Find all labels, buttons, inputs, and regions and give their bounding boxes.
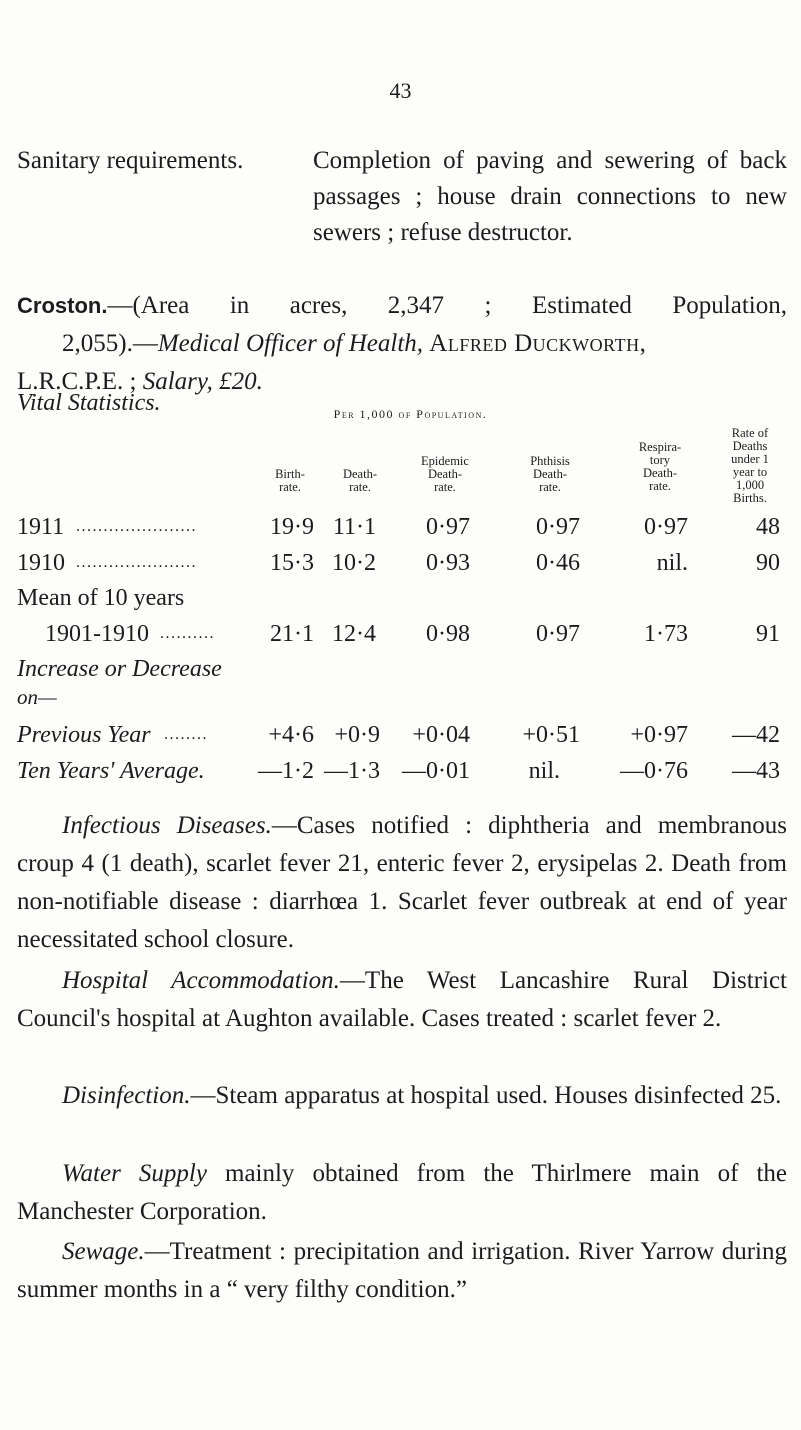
cell-respiratory: nil. xyxy=(656,550,688,576)
hospital-text: —The West Lancashire Rural District Council's hospital at Aughton available. Cases treated : scarlet fever 2. xyxy=(17,967,788,1032)
cell-epidemic: +0·04 xyxy=(412,722,470,748)
intro-line-2 xyxy=(17,325,787,363)
cell-birth-rate: +4·6 xyxy=(268,722,314,748)
cell-epidemic: 0·93 xyxy=(426,550,470,576)
sanitary-text: Completion of paving and sewering of back passages ; house drain connections to new sewers ; refuse destructor. xyxy=(313,147,787,246)
sewage-label: Sewage. xyxy=(62,1238,145,1265)
vital-statistics-title: Vital Statistics. xyxy=(17,390,161,416)
salary-value: £20. xyxy=(219,368,263,395)
row-label: 1910 xyxy=(17,550,65,576)
cell-phthisis: 0·97 xyxy=(536,514,580,540)
infectious-text: —Cases notified : diphtheria and membranous croup 4 (1 death), scarlet fever 21, enteric fever 2, erysipelas 2. Death from non-notifiable disease : diarrhœa 1. Scarlet fever outbreak at end of year necessitated school closure. xyxy=(17,812,787,953)
row-leader-dots: ...................... xyxy=(76,518,197,535)
column-header-respiratory-death-rate: Respira- tory Death- rate. xyxy=(638,440,682,493)
district-name: Croston. xyxy=(17,293,108,318)
cell-death-rate: 10·2 xyxy=(332,550,376,576)
cell-respiratory: +0·97 xyxy=(630,722,688,748)
sanitary-label: Sanitary requirements. xyxy=(17,147,244,174)
cell-phthisis: 0·46 xyxy=(536,550,580,576)
water-label: Water Supply xyxy=(62,1160,207,1187)
officer-name: Alfred Duckworth, xyxy=(429,330,647,357)
column-header-birth-rate: Birth- rate. xyxy=(275,467,305,494)
column-header-death-rate: Death- rate. xyxy=(342,467,377,494)
infectious-diseases-paragraph xyxy=(17,807,787,959)
cell-death-rate: +0·9 xyxy=(334,722,380,748)
cell-respiratory: —0·76 xyxy=(620,758,688,784)
salary-label: Salary, xyxy=(142,368,213,395)
cell-birth-rate: 15·3 xyxy=(270,550,314,576)
row-label: Mean of 10 years xyxy=(17,585,185,611)
row-leader-dots: .......... xyxy=(160,625,215,642)
row-label: Previous Year xyxy=(17,722,151,748)
column-header-phthisis-death-rate: Phthisis Death- rate. xyxy=(530,454,570,494)
water-supply-paragraph xyxy=(17,1155,787,1231)
row-label: Ten Years' Average. xyxy=(17,758,205,784)
cell-birth-rate: 21·1 xyxy=(270,621,314,647)
disinfection-paragraph xyxy=(17,1077,787,1115)
qualifications: L.R.C.P.E. ; xyxy=(17,368,137,395)
sewage-paragraph xyxy=(17,1233,787,1309)
cell-birth-rate: 19·9 xyxy=(270,514,314,540)
cell-infant: 90 xyxy=(756,550,780,576)
cell-epidemic: 0·98 xyxy=(426,621,470,647)
column-header-infant-death-rate: Rate of Deaths under 1 year to 1,000 Births. xyxy=(731,426,769,505)
change-heading-on-text: on— xyxy=(17,685,57,709)
hospital-label: Hospital Accommodation. xyxy=(62,967,340,994)
infectious-label: Infectious Diseases. xyxy=(62,812,272,839)
cell-respiratory: 0·97 xyxy=(644,514,688,540)
row-label-years: 1901-1910 xyxy=(45,621,149,647)
cell-infant: —43 xyxy=(732,758,780,784)
cell-death-rate: 12·4 xyxy=(332,621,376,647)
row-leader-dots: ........ xyxy=(164,726,208,743)
change-heading-text: Increase or Decrease xyxy=(17,656,222,682)
disinfection-label: Disinfection. xyxy=(62,1082,191,1109)
column-header-epidemic-death-rate: Epidemic Death- rate. xyxy=(421,454,469,494)
cell-epidemic: 0·97 xyxy=(426,514,470,540)
cell-respiratory: 1·73 xyxy=(644,621,688,647)
cell-phthisis: +0·51 xyxy=(522,722,580,748)
district-details: —(Area in acres, 2,347 ; Estimated Population, xyxy=(107,292,787,319)
page-number: 43 xyxy=(389,78,412,103)
water-text: mainly obtained from the Thirlmere main of the Manchester Corporation. xyxy=(17,1160,788,1225)
cell-birth-rate: —1·2 xyxy=(258,758,314,784)
cell-death-rate: —1·3 xyxy=(324,758,380,784)
cell-epidemic: —0·01 xyxy=(402,758,470,784)
sewage-text: —Treatment : precipitation and irrigation. River Yarrow during summer months in a “ very filthy condition.” xyxy=(17,1238,787,1303)
row-leader-dots: ...................... xyxy=(76,554,197,571)
cell-infant: 91 xyxy=(756,621,780,647)
cell-phthisis: 0·97 xyxy=(536,621,580,647)
cell-infant: 48 xyxy=(756,514,780,540)
population-figure: 2,055).— xyxy=(62,330,158,357)
per-population-heading: Per 1,000 of Population. xyxy=(333,407,488,421)
hospital-paragraph xyxy=(17,962,787,1038)
row-label: 1911 xyxy=(17,514,65,540)
cell-phthisis: nil. xyxy=(528,758,560,784)
intro-line-1 xyxy=(17,287,787,325)
moh-label: Medical Officer of Health, xyxy=(157,330,424,357)
district-intro xyxy=(17,287,787,401)
cell-death-rate: 11·1 xyxy=(332,514,376,540)
sanitary-requirements-section xyxy=(17,143,787,251)
disinfection-text: —Steam apparatus at hospital used. Houses disinfected 25. xyxy=(190,1082,782,1109)
cell-infant: —42 xyxy=(732,722,780,748)
